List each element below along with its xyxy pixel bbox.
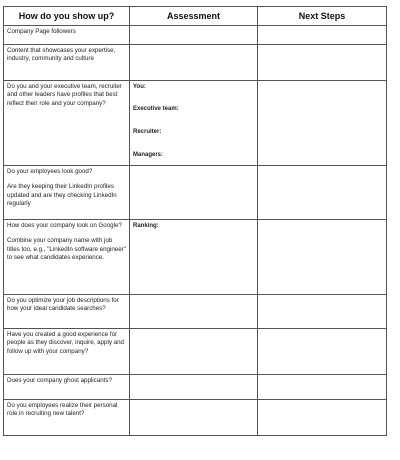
question-cell: [4, 375, 130, 400]
header-row: [4, 7, 387, 26]
next-steps-cell[interactable]: [258, 166, 387, 220]
assessment-cell[interactable]: [130, 329, 258, 375]
assessment-cell[interactable]: [130, 26, 258, 45]
assessment-label-you: You:: [133, 84, 146, 90]
table-row: [4, 295, 387, 329]
table-row: [4, 375, 387, 400]
next-steps-cell[interactable]: [258, 220, 387, 295]
next-steps-cell[interactable]: [258, 400, 387, 436]
table-row: [4, 45, 387, 81]
question-text: Does your company ghost applicants?: [7, 377, 112, 384]
question-text: Do you employees realize their personal role in recruiting new talent?: [7, 402, 118, 418]
question-text: Do you and your executive team, recruiter and other leaders have profiles that best reflect their role and your company?: [7, 83, 122, 107]
next-steps-cell[interactable]: [258, 375, 387, 400]
assessment-label-ranking: Ranking:: [133, 223, 159, 229]
question-text: Company Page followers: [7, 28, 76, 35]
table-row: [4, 400, 387, 436]
question-cell: [4, 295, 130, 329]
assessment-label-managers: Managers:: [133, 151, 164, 158]
table-row: [4, 329, 387, 375]
assessment-cell[interactable]: [130, 220, 258, 295]
question-cell: [4, 166, 130, 220]
assessment-label-executive-team: Executive team:: [133, 106, 179, 113]
question-subtext: Are they keeping their LinkedIn profiles updated and are they checking LinkedIn regularly: [7, 183, 117, 207]
assessment-label-recruiter: Recruiter:: [133, 128, 162, 135]
table-row: [4, 220, 387, 295]
question-text: Do your employees look good?: [7, 168, 93, 175]
assessment-cell[interactable]: [130, 400, 258, 436]
question-cell: [4, 220, 130, 295]
question-cell: [4, 81, 130, 166]
question-subtext: Combine your company name with job titles too, e.g., "LinkedIn software engineer" to see what candidates experience.: [7, 237, 126, 261]
table-row: [4, 166, 387, 220]
question-cell: [4, 400, 130, 436]
header-next-steps: Next Steps: [258, 7, 387, 26]
assessment-cell[interactable]: [130, 81, 258, 166]
table-row: [4, 81, 387, 166]
assessment-cell[interactable]: [130, 166, 258, 220]
question-text: How does your company look on Google?: [7, 222, 122, 229]
question-text: Have you created a good experience for people as they discover, inquire, apply and follow up with your company?: [7, 331, 124, 355]
next-steps-cell[interactable]: [258, 329, 387, 375]
assessment-cell[interactable]: [130, 295, 258, 329]
question-text: Content that showcases your expertise, industry, community and culture: [7, 47, 116, 63]
next-steps-cell[interactable]: [258, 295, 387, 329]
question-cell: [4, 45, 130, 81]
question-cell: [4, 329, 130, 375]
question-cell: [4, 26, 130, 45]
assessment-worksheet: [3, 6, 387, 436]
assessment-cell[interactable]: [130, 375, 258, 400]
next-steps-cell[interactable]: [258, 45, 387, 81]
next-steps-cell[interactable]: [258, 81, 387, 166]
header-assessment: Assessment: [130, 7, 258, 26]
question-text: Do you optimize your job descriptions for how your ideal candidate searches?: [7, 297, 119, 313]
next-steps-cell[interactable]: [258, 26, 387, 45]
table-row: [4, 26, 387, 45]
assessment-cell[interactable]: [130, 45, 258, 81]
header-show-up: How do you show up?: [4, 7, 130, 26]
